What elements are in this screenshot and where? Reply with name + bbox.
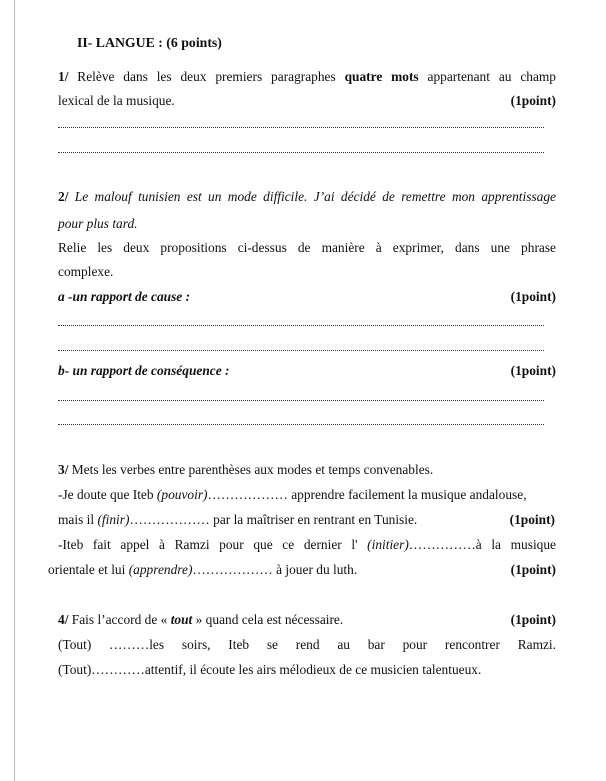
q4-points: (1point) xyxy=(510,612,556,627)
q3-s1-verb: (pouvoir) xyxy=(156,487,208,502)
q1-text-c: appartenant au champ xyxy=(418,69,557,84)
q3-s4-points: (1point) xyxy=(510,562,556,577)
q4-s2-text[interactable]: (Tout)…………attentif, il écoute les airs mélodieux de ce musicien talentueux. xyxy=(58,662,482,677)
page-margin-line xyxy=(14,0,15,781)
q4-number: 4/ xyxy=(58,612,69,627)
q3-sentence2 xyxy=(58,512,556,528)
q3-s4-verb: (apprendre) xyxy=(128,562,193,577)
q3-s4-a: orientale et lui xyxy=(48,562,129,577)
q2-instr1-text: Relie les deux propositions ci-dessus de manière à exprimer, dans une phrase xyxy=(58,240,556,255)
q3-s4-b: à jouer du luth. xyxy=(272,562,358,577)
q3-s1-a: -Je doute que Iteb xyxy=(58,487,157,502)
q3-s3-verb: (initier) xyxy=(367,537,409,552)
q4-instr xyxy=(58,612,556,628)
q1-number: 1/ xyxy=(58,69,69,84)
q2-a-label: a -un rapport de cause : xyxy=(58,289,191,304)
q3-s2-a: mais il xyxy=(58,512,98,527)
q4-sentence1 xyxy=(58,637,556,653)
q2-instr2: complexe. xyxy=(58,264,114,279)
q3-s3-b: à la musique xyxy=(475,537,556,552)
q3-instr-text: Mets les verbes entre parenthèses aux modes et temps convenables. xyxy=(68,462,434,477)
answer-line[interactable] xyxy=(58,152,544,153)
q3-instr xyxy=(58,462,556,478)
q4-keyword: tout xyxy=(170,612,193,627)
answer-line[interactable] xyxy=(58,127,544,128)
q1-text-a: Relève dans les deux premiers paragraphes xyxy=(68,69,345,84)
q3-s2-b: par la maîtriser en rentrant en Tunisie. xyxy=(209,512,418,527)
q3-s1-blank[interactable]: ……………… xyxy=(207,487,288,502)
q2-number: 2/ xyxy=(58,189,69,204)
answer-line[interactable] xyxy=(58,424,544,425)
q1-line1 xyxy=(58,69,556,85)
q2-quote1: Le malouf tunisien est un mode difficile. J’ai décidé de remettre mon apprentissage xyxy=(68,189,556,204)
q3-s4-blank[interactable]: ……………… xyxy=(192,562,273,577)
q4-sentence2 xyxy=(58,662,556,678)
q2-quote2: pour plus tard. xyxy=(58,216,138,231)
q2-a-line xyxy=(58,289,556,305)
q3-s3-blank[interactable]: …………… xyxy=(408,537,476,552)
q3-s2-blank[interactable]: ……………… xyxy=(129,512,210,527)
q2-instr1 xyxy=(58,240,556,256)
q3-sentence1 xyxy=(58,487,556,503)
q3-number: 3/ xyxy=(58,462,69,477)
q1-points: (1point) xyxy=(510,93,556,108)
q3-s3-a: -Iteb fait appel à Ramzi pour que ce dernier l' xyxy=(58,537,368,552)
q3-s1-b: apprendre facilement la musique andalouse, xyxy=(287,487,527,502)
section-title: II- LANGUE : (6 points) xyxy=(77,35,222,50)
q2-line1 xyxy=(58,189,556,205)
q1-text-line2: lexical de la musique. xyxy=(58,93,175,108)
q3-s2-points: (1point) xyxy=(509,512,555,527)
q3-s2-verb: (finir) xyxy=(97,512,130,527)
q2-b-line xyxy=(58,363,556,379)
q3-sentence3 xyxy=(58,537,556,553)
q2-a-points: (1point) xyxy=(510,289,556,304)
answer-line[interactable] xyxy=(58,400,544,401)
q2-b-label: b- un rapport de conséquence : xyxy=(58,363,230,378)
q2-b-points: (1point) xyxy=(510,363,556,378)
q1-line2 xyxy=(58,93,556,109)
q4-instr-b: » quand cela est nécessaire. xyxy=(192,612,344,627)
q4-instr-a: Fais l’accord de « xyxy=(68,612,171,627)
q1-keyword: quatre mots xyxy=(344,69,419,84)
q3-sentence4 xyxy=(48,562,556,578)
q4-s1-text[interactable]: (Tout) ………les soirs, Iteb se rend au bar pour rencontrer Ramzi. xyxy=(58,637,556,652)
answer-line[interactable] xyxy=(58,325,544,326)
answer-line[interactable] xyxy=(58,350,544,351)
